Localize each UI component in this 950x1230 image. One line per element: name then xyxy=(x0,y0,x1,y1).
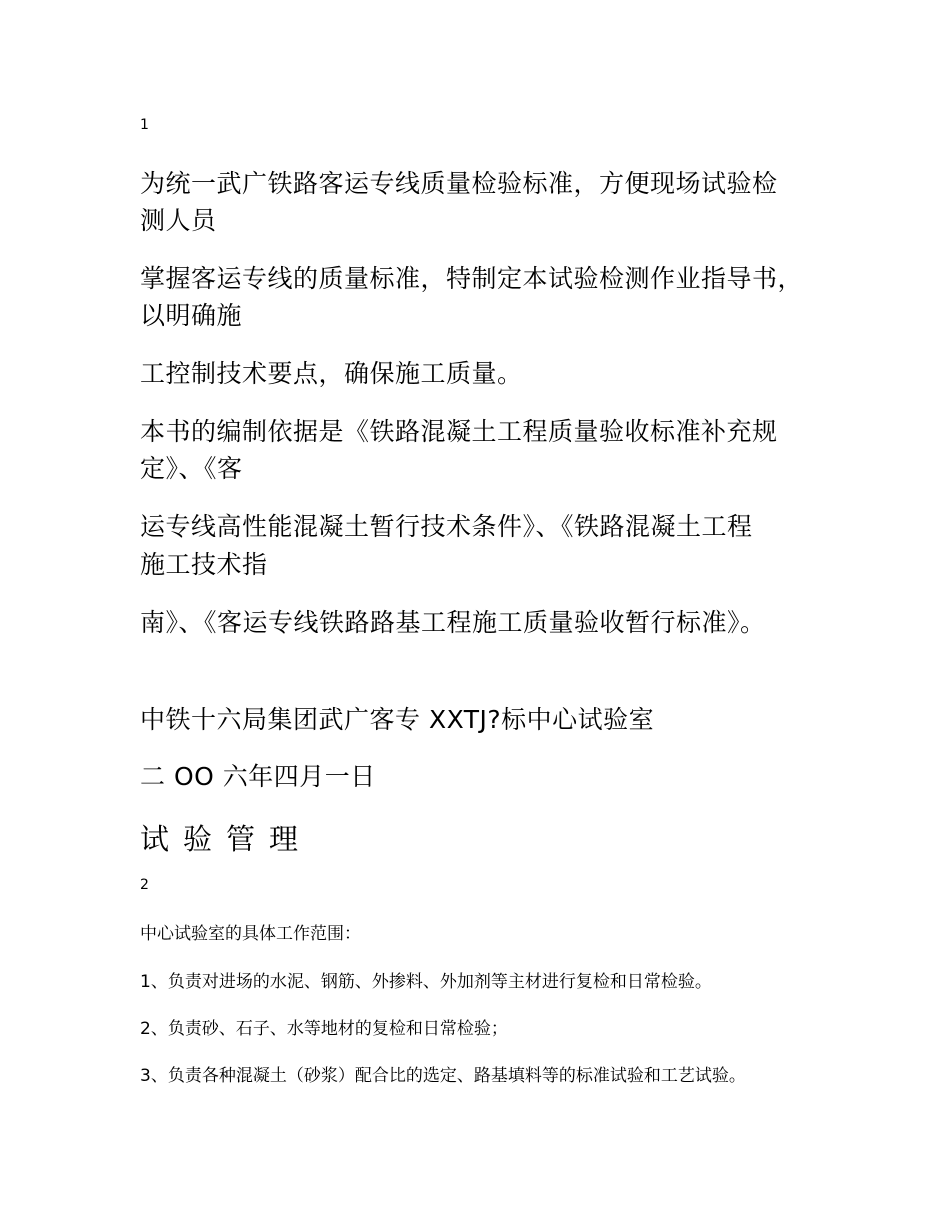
preface-line: 以明确施 xyxy=(140,301,243,330)
scope-item: 2、负责砂、石子、水等地材的复检和日常检验； xyxy=(140,1019,508,1039)
preface-line: 掌握客运专线的质量标准，特制定本试验检测作业指导书， xyxy=(140,264,804,293)
preface-line: 运专线高性能混凝土暂行技术条件》、《铁路混凝土工程 xyxy=(140,512,753,541)
scope-item: 1、负责对进场的水泥、钢筋、外掺料、外加剂等主材进行复检和日常检验。 xyxy=(140,972,712,992)
scope-item: 3、负责各种混凝土（砂浆）配合比的选定、路基填料等的标准试验和工艺试验。 xyxy=(140,1066,746,1086)
preface-line: 工控制技术要点，确保施工质量。 xyxy=(140,359,523,388)
document-date: 二 OO 六年四月一日 xyxy=(140,762,376,791)
preface-line: 本书的编制依据是《铁路混凝土工程质量验收标准补充规 xyxy=(140,417,778,446)
preface-line: 测人员 xyxy=(140,206,217,235)
organization-name: 中铁十六局集团武广客专 XXTJ?标中心试验室 xyxy=(140,705,655,734)
preface-line: 定》、《客 xyxy=(140,454,243,483)
preface-line: 南》、《客运专线铁路路基工程施工质量验收暂行标准》。 xyxy=(140,608,766,637)
preface-line: 施工技术指 xyxy=(140,550,268,579)
preface-line: 为统一武广铁路客运专线质量检验标准，方便现场试验检 xyxy=(140,169,778,198)
page-number-2: 2 xyxy=(140,877,149,893)
page-number-1: 1 xyxy=(140,117,149,133)
section-title: 试验管理 xyxy=(140,822,313,856)
scope-intro: 中心试验室的具体工作范围： xyxy=(140,924,361,944)
